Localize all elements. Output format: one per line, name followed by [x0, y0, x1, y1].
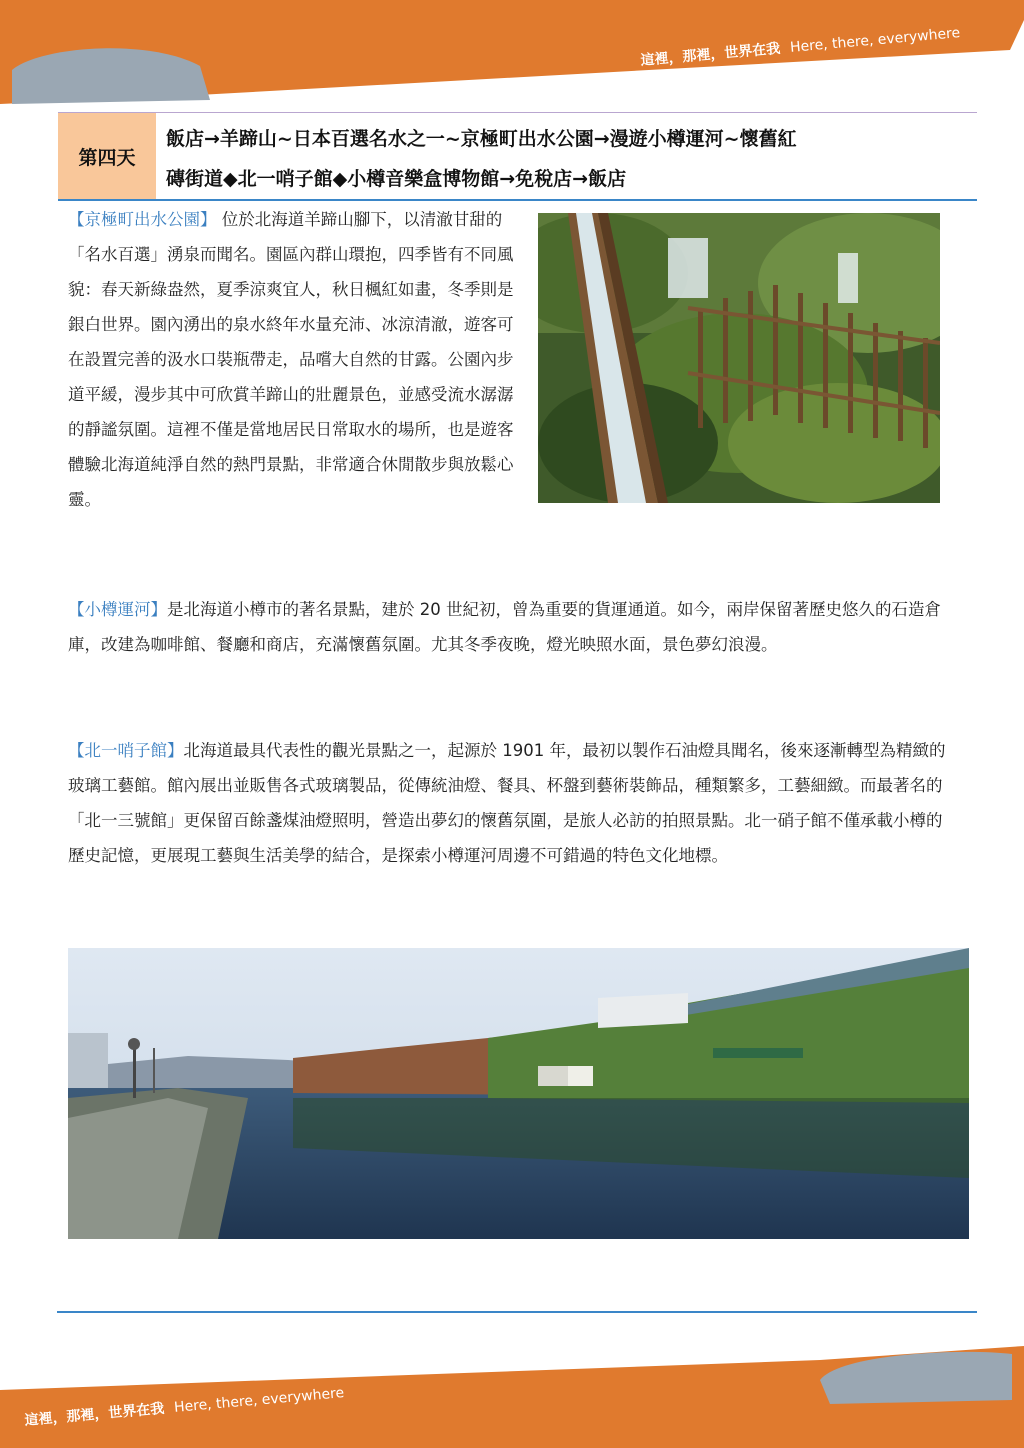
- section-tag: 【京極町出水公園】: [68, 210, 217, 229]
- section-text: 位於北海道羊蹄山腳下，以清澈甘甜的「名水百選」湧泉而聞名。園區內群山環抱，四季皆有不同風貌：春天新綠盎然，夏季涼爽宜人，秋日楓紅如畫，冬季則是銀白世界。園內湧出的泉水終年水量充沛、冰涼清澈，遊客可在設置完善的汲水口裝瓶帶走，品嚐大自然的甘露。公園內步道平緩，漫步其中可欣賞羊蹄山的壯麗景色，並感受流水潺潺的靜謐氛圍。這裡不僅是當地居民日常取水的場所，也是遊客體驗北海道純淨自然的熱門景點，非常適合休閒散步與放鬆心靈。: [68, 210, 514, 509]
- header-slogan: 這裡，那裡，世界在我 Here, there, everywhere: [639, 25, 961, 69]
- section-tag: 【北一哨子館】: [68, 741, 184, 760]
- section-otaru-canal: [68, 592, 958, 662]
- footer-slogan: 這裡，那裡，世界在我 Here, there, everywhere: [23, 1385, 345, 1429]
- section-text: 是北海道小樽市的著名景點，建於 20 世紀初，曾為重要的貨運通道。如今，兩岸保留著歷史悠久的石造倉庫，改建為咖啡館、餐廳和商店，充滿懷舊氛圍。尤其冬季夜晚，燈光映照水面，景色夢幻浪漫。: [68, 600, 941, 654]
- day-route-line-1: 飯店→羊蹄山~日本百選名水之一~京極町出水公園→漫遊小樽運河~懷舊紅: [166, 128, 797, 150]
- footer-banner: [0, 1340, 1024, 1448]
- footer-rule: [57, 1311, 977, 1313]
- section-kyogoku-park: [68, 202, 524, 517]
- section-kitaichi-glass: [68, 733, 958, 873]
- day-label: 第四天: [58, 113, 156, 199]
- otaru-canal-photo: [68, 948, 969, 1239]
- day-route: [156, 113, 977, 199]
- day-route-line-2: 磚街道◆北一哨子館◆小樽音樂盒博物館→免稅店→飯店: [166, 168, 627, 190]
- section-tag: 【小樽運河】: [68, 600, 167, 619]
- day-header: [58, 112, 977, 201]
- header-banner: [0, 0, 1024, 110]
- section-text: 北海道最具代表性的觀光景點之一，起源於 1901 年，最初以製作石油燈具聞名，後來逐漸轉型為精緻的玻璃工藝館。館內展出並販售各式玻璃製品，從傳統油燈、餐具、杯盤到藝術裝飾品，種類繁多，工藝細緻。而最著名的「北一三號館」更保留百餘盞煤油燈照明，營造出夢幻的懷舊氛圍，是旅人必訪的拍照景點。北一硝子館不僅承載小樽的歷史記憶，更展現工藝與生活美學的結合，是探索小樽運河周邊不可錯過的特色文化地標。: [68, 741, 946, 865]
- spring-water-photo: [538, 213, 940, 503]
